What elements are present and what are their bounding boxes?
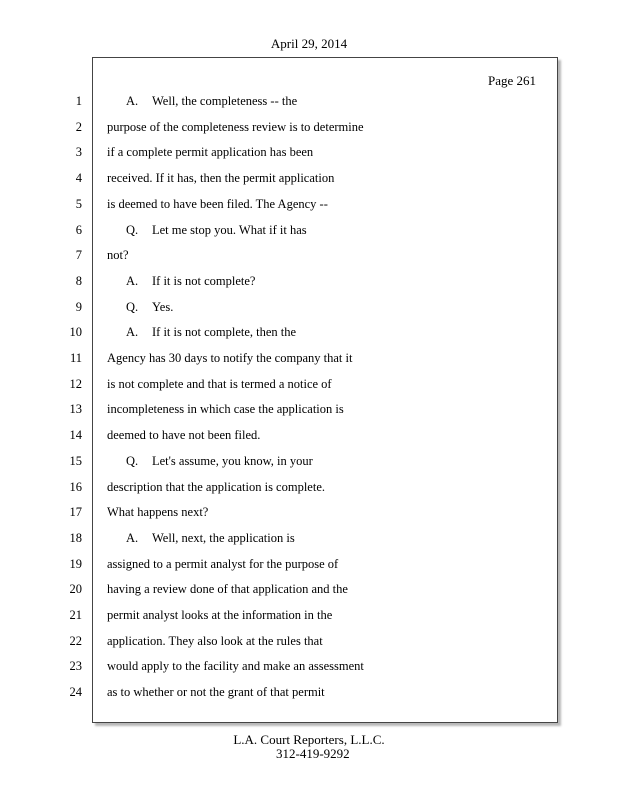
footer-phone: 312-419-9292	[276, 746, 350, 761]
line-content: Well, the completeness -- the	[152, 94, 298, 108]
line-text	[107, 375, 332, 393]
line-text	[107, 580, 348, 598]
line-number: 14	[69, 428, 82, 442]
line-text	[126, 298, 173, 316]
line-number: 4	[75, 171, 82, 185]
line-content: If it is not complete, then the	[152, 325, 297, 339]
transcript-line	[0, 272, 618, 290]
transcript-line	[0, 246, 618, 264]
line-number: 6	[75, 223, 82, 237]
line-content: is deemed to have been filed. The Agency --	[107, 197, 328, 211]
line-number: 22	[69, 634, 82, 648]
line-number: 15	[69, 454, 82, 468]
line-text	[107, 246, 129, 264]
line-number: 12	[69, 377, 82, 391]
transcript-line	[0, 657, 618, 675]
speaker-label: A.	[126, 274, 139, 288]
line-content: if a complete permit application has been	[107, 145, 314, 159]
line-text	[107, 426, 260, 444]
page-number: Page 261	[488, 73, 537, 88]
line-content: assigned to a permit analyst for the purpose of	[107, 557, 339, 571]
line-content: Let's assume, you know, in your	[152, 454, 313, 468]
transcript-line	[0, 555, 618, 573]
line-text	[126, 272, 255, 290]
transcript-line	[0, 503, 618, 521]
speaker-label: A.	[126, 325, 139, 339]
line-text	[107, 657, 364, 675]
line-number: 19	[69, 557, 82, 571]
line-number: 11	[69, 351, 82, 365]
transcript-line	[0, 143, 618, 161]
line-text	[107, 400, 344, 418]
speaker-label: Q.	[126, 300, 139, 314]
transcript-line	[0, 452, 618, 470]
line-text	[107, 118, 364, 136]
line-number: 8	[75, 274, 82, 288]
line-text	[107, 606, 332, 624]
transcript-line	[0, 195, 618, 213]
line-content: Well, next, the application is	[152, 531, 295, 545]
line-number: 21	[69, 608, 82, 622]
line-content: having a review done of that application and the	[107, 582, 348, 596]
line-number: 13	[69, 402, 82, 416]
line-content: incompleteness in which case the application is	[107, 402, 344, 416]
line-content: If it is not complete?	[152, 274, 256, 288]
line-text	[107, 143, 313, 161]
line-content: is not complete and that is termed a notice of	[107, 377, 332, 391]
transcript-line	[0, 580, 618, 598]
transcript-line	[0, 632, 618, 650]
line-text	[126, 452, 313, 470]
line-text	[126, 323, 296, 341]
speaker-label: Q.	[126, 454, 139, 468]
line-number: 20	[69, 582, 82, 596]
line-number: 24	[69, 685, 82, 699]
line-content: application. They also look at the rules that	[107, 634, 323, 648]
line-text	[107, 349, 352, 367]
line-content: What happens next?	[107, 505, 209, 519]
transcript-line	[0, 478, 618, 496]
line-content: would apply to the facility and make an assessment	[107, 659, 364, 673]
line-text	[107, 478, 325, 496]
line-number: 1	[75, 94, 82, 108]
line-text	[126, 221, 307, 239]
line-text	[107, 632, 323, 650]
line-content: not?	[107, 248, 129, 262]
line-number: 17	[69, 505, 82, 519]
line-text	[107, 169, 334, 187]
line-content: as to whether or not the grant of that permit	[107, 685, 325, 699]
transcript-line	[0, 169, 618, 187]
line-content: Agency has 30 days to notify the company that it	[107, 351, 353, 365]
line-content: Yes.	[152, 300, 174, 314]
line-text	[126, 529, 295, 547]
transcript-line	[0, 349, 618, 367]
transcript-line	[0, 92, 618, 110]
line-number: 18	[69, 531, 82, 545]
transcript-line	[0, 375, 618, 393]
line-text	[107, 503, 208, 521]
line-number: 9	[75, 300, 82, 314]
transcript-line	[0, 118, 618, 136]
line-content: purpose of the completeness review is to determine	[107, 120, 364, 134]
line-text	[107, 195, 328, 213]
transcript-line	[0, 529, 618, 547]
speaker-label: A.	[126, 94, 139, 108]
line-content: description that the application is complete.	[107, 480, 325, 494]
line-content: permit analyst looks at the information in the	[107, 608, 333, 622]
line-text	[107, 683, 325, 701]
speaker-label: Q.	[126, 223, 139, 237]
transcript-line	[0, 606, 618, 624]
line-number: 10	[69, 325, 82, 339]
line-text	[107, 555, 338, 573]
speaker-label: A.	[126, 531, 139, 545]
transcript-line	[0, 683, 618, 701]
line-number: 5	[75, 197, 82, 211]
footer-firm: L.A. Court Reporters, L.L.C.	[233, 732, 385, 747]
transcript-line	[0, 426, 618, 444]
line-number: 16	[69, 480, 82, 494]
line-number: 2	[75, 120, 82, 134]
transcript-line	[0, 323, 618, 341]
line-content: deemed to have not been filed.	[107, 428, 261, 442]
line-text	[126, 92, 297, 110]
line-content: received. If it has, then the permit application	[107, 171, 335, 185]
line-content: Let me stop you. What if it has	[152, 223, 307, 237]
transcript-line	[0, 221, 618, 239]
transcript-line	[0, 298, 618, 316]
header-date: April 29, 2014	[270, 36, 348, 51]
transcript-line	[0, 400, 618, 418]
line-number: 3	[75, 145, 82, 159]
line-number: 23	[69, 659, 82, 673]
line-number: 7	[75, 248, 82, 262]
